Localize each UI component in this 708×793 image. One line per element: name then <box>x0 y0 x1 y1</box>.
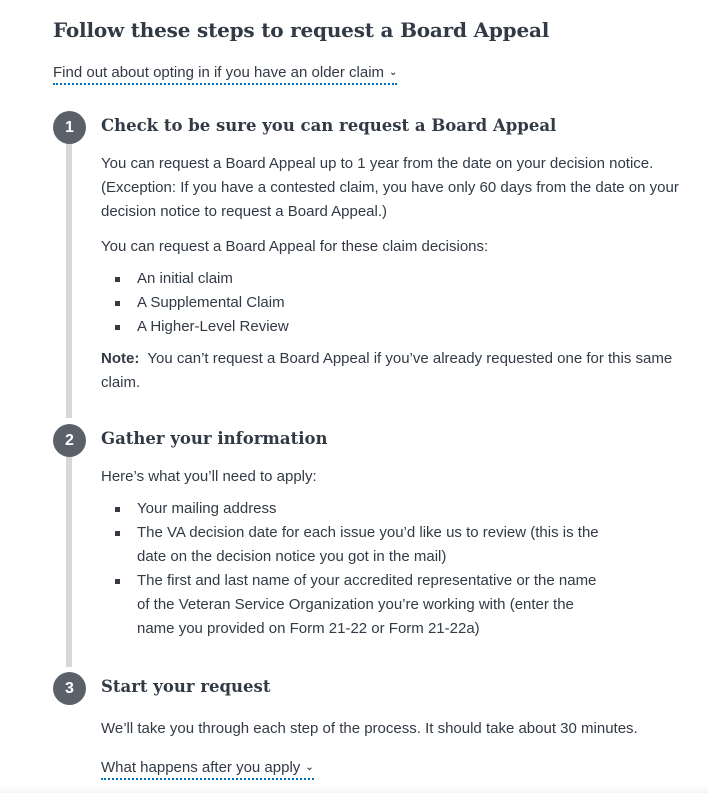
step-rail <box>66 142 72 418</box>
step-number-badge: 2 <box>53 424 86 457</box>
page-title: Follow these steps to request a Board Appeal <box>53 18 550 42</box>
what-happens-after-link[interactable] <box>101 759 314 780</box>
list-item: Your mailing address <box>101 497 601 521</box>
step-paragraph: Here’s what you’ll need to apply: <box>101 468 317 485</box>
step-number-badge: 1 <box>53 111 86 144</box>
step-title: Gather your information <box>101 429 328 448</box>
opt-in-expand-link[interactable] <box>53 64 397 85</box>
chevron-down-icon: ⌄ <box>389 67 398 78</box>
step-note <box>101 347 681 395</box>
opt-in-link-label: Find out about opting in if you have an older claim <box>53 64 385 81</box>
step-number-badge: 3 <box>53 672 86 705</box>
note-label: Note: <box>101 350 140 367</box>
note-text: You can’t request a Board Appeal if you’ve already requested one for this same claim. <box>101 350 673 391</box>
what-happens-link-label: What happens after you apply <box>101 759 301 776</box>
step-rail <box>66 455 72 667</box>
step-paragraph: You can request a Board Appeal for these claim decisions: <box>101 238 489 255</box>
required-info-list <box>101 497 601 641</box>
step-title: Start your request <box>101 677 271 696</box>
list-item: A Supplemental Claim <box>101 291 661 315</box>
step-title: Check to be sure you can request a Board Appeal <box>101 116 557 135</box>
chevron-down-icon: ⌄ <box>305 762 314 773</box>
step-paragraph: We’ll take you through each step of the process. It should take about 30 minutes. <box>101 720 638 737</box>
page-bottom-edge <box>0 785 708 793</box>
list-item: The first and last name of your accredited representative or the name of the Veteran Service Organization you’re working with (enter the name you provided on Form 21-22 or Form 21-22a) <box>101 569 601 641</box>
step-paragraph: You can request a Board Appeal up to 1 year from the date on your decision notice. (Exception: If you have a contested claim, you have only 60 days from the date on your decision notice to request a Board Appeal.) <box>101 155 679 220</box>
list-item: An initial claim <box>101 267 661 291</box>
list-item: A Higher-Level Review <box>101 315 661 339</box>
claim-decision-list <box>101 267 661 339</box>
list-item: The VA decision date for each issue you’d like us to review (this is the date on the decision notice you got in the mail) <box>101 521 601 569</box>
